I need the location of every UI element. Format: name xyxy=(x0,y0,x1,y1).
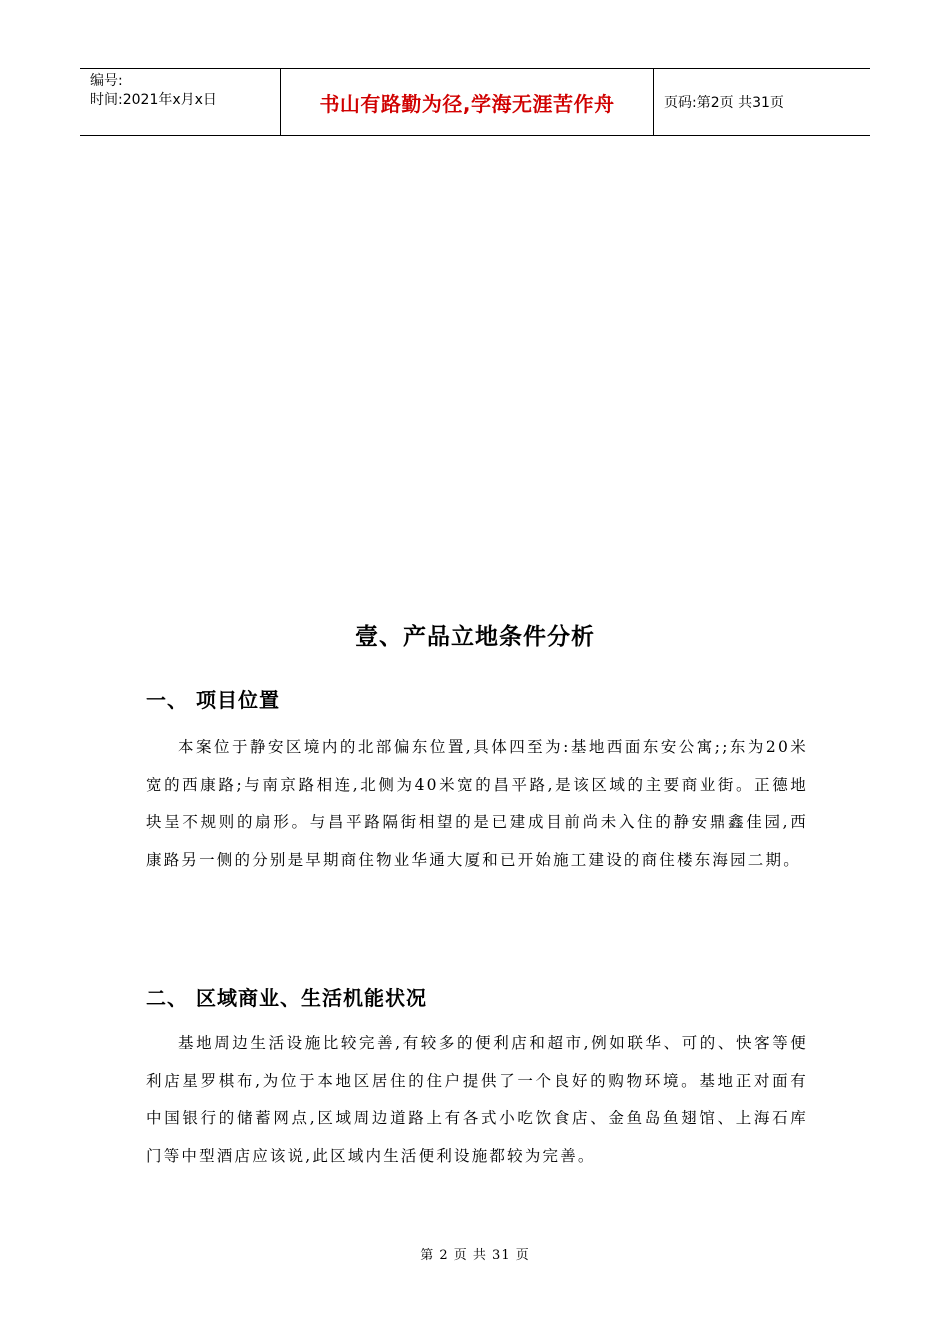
header-motto: 书山有路勤为径,学海无涯苦作舟 xyxy=(281,69,654,135)
header-page-label: 页码:第2页 共31页 xyxy=(664,95,784,111)
section-paragraph-location: 本案位于静安区境内的北部偏东位置,具体四至为:基地西面东安公寓;;东为20米宽的西康路;与南京路相连,北侧为40米宽的昌平路,是该区域的主要商业街。正德地块呈不规则的扇形。与昌平路隔街相望的是已建成目前尚未入住的静安鼎鑫佳园,西康路另一侧的分别是早期商住物业华通大厦和已开始施工建设的商住楼东海园二期。 xyxy=(146,738,808,869)
document-title: 壹、产品立地条件分析 xyxy=(355,624,595,650)
page-header xyxy=(80,68,870,136)
header-meta xyxy=(80,69,281,135)
page-footer: 第 2 页 共 31 页 xyxy=(420,1248,530,1263)
section-heading-location: 一、 项目位置 xyxy=(146,688,280,712)
header-number-label: 编号: xyxy=(90,73,123,89)
header-time-label: 时间:2021年x月x日 xyxy=(90,92,217,108)
section-paragraph-commerce: 基地周边生活设施比较完善,有较多的便利店和超市,例如联华、可的、快客等便利店星罗棋布,为位于本地区居住的住户提供了一个良好的购物环境。基地正对面有中国银行的储蓄网点,区域周边道路上有各式小吃饮食店、金鱼岛鱼翅馆、上海石库门等中型酒店应该说,此区域内生活便利设施都较为完善。 xyxy=(146,1034,808,1165)
section-heading-commerce: 二、 区域商业、生活机能状况 xyxy=(146,986,427,1010)
